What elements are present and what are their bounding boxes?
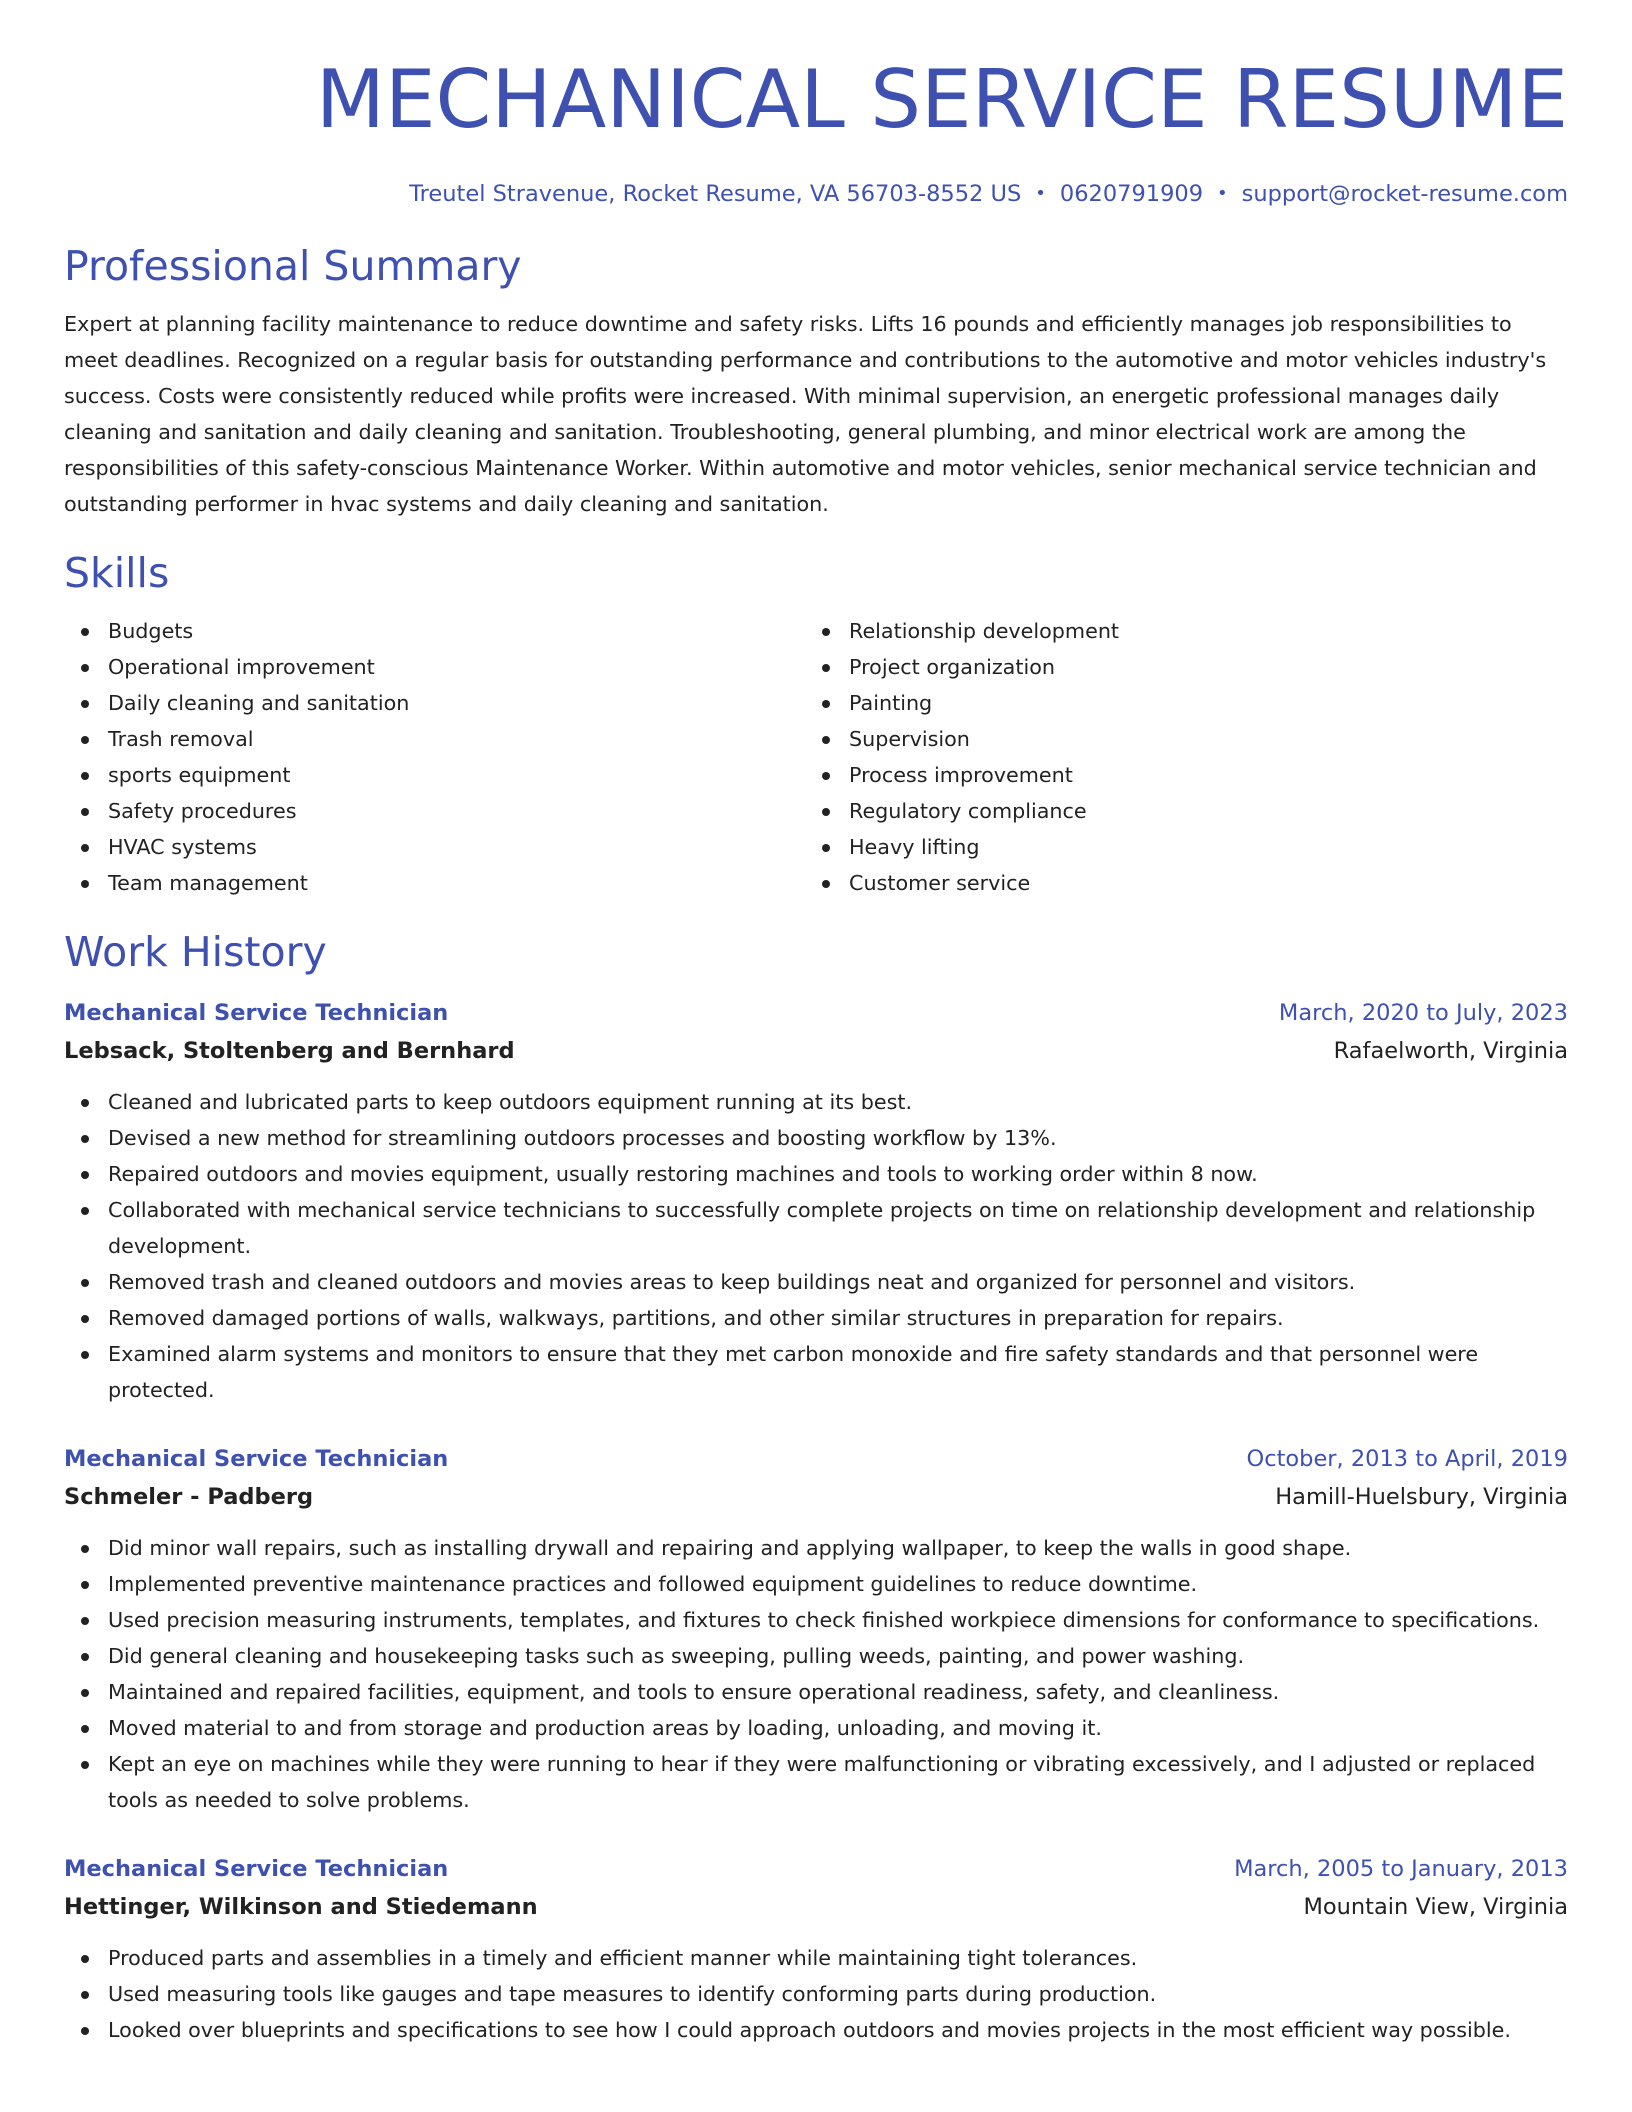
contact-email: support@rocket-resume.com: [1241, 181, 1568, 207]
skill-item: HVAC systems: [64, 829, 805, 865]
job-bullets: [64, 1530, 1568, 1818]
job-bullet: Repaired outdoors and movies equipment, usually restoring machines and tools to working order within 8 now.: [64, 1156, 1568, 1192]
skill-item: sports equipment: [64, 757, 805, 793]
skill-item: Trash removal: [64, 721, 805, 757]
job-bullet: Maintained and repaired facilities, equipment, and tools to ensure operational readiness, safety, and cleanliness.: [64, 1674, 1568, 1710]
job-company-row: [64, 1478, 1568, 1516]
skill-item: Heavy lifting: [805, 829, 1546, 865]
skill-item: Regulatory compliance: [805, 793, 1546, 829]
skill-item: Relationship development: [805, 613, 1546, 649]
skill-item: Supervision: [805, 721, 1546, 757]
job-title-row: [64, 1440, 1568, 1478]
job-bullet: Cleaned and lubricated parts to keep outdoors equipment running at its best.: [64, 1084, 1568, 1120]
job-bullet: Used measuring tools like gauges and tape measures to identify conforming parts during production.: [64, 1976, 1568, 2012]
job-company: Schmeler - Padberg: [64, 1484, 314, 1510]
work-history-heading: Work History: [64, 928, 327, 976]
skill-item: Budgets: [64, 613, 805, 649]
job-company: Lebsack, Stoltenberg and Bernhard: [64, 1038, 515, 1064]
contact-address: Treutel Stravenue, Rocket Resume, VA 56703-8552 US: [409, 181, 1022, 207]
job-dates: October, 2013 to April, 2019: [1246, 1446, 1568, 1472]
job-bullet: Used precision measuring instruments, templates, and fixtures to check finished workpiece dimensions for conformance to specifications.: [64, 1602, 1568, 1638]
job-entry: [64, 1850, 1568, 2048]
job-bullet: Removed damaged portions of walls, walkways, partitions, and other similar structures in preparation for repairs.: [64, 1300, 1568, 1336]
job-dates: March, 2005 to January, 2013: [1234, 1856, 1568, 1882]
job-bullet: Examined alarm systems and monitors to ensure that they met carbon monoxide and fire safety standards and that personnel were protected.: [64, 1336, 1568, 1408]
summary-heading: Professional Summary: [64, 242, 522, 290]
skill-item: Team management: [64, 865, 805, 901]
skill-item: Painting: [805, 685, 1546, 721]
job-company-row: [64, 1888, 1568, 1926]
skill-item: Project organization: [805, 649, 1546, 685]
skills-column-right: [805, 613, 1546, 901]
job-title: Mechanical Service Technician: [64, 1000, 449, 1026]
skills-heading: Skills: [64, 549, 170, 597]
skill-item: Safety procedures: [64, 793, 805, 829]
job-title-row: [64, 1850, 1568, 1888]
contact-phone: 0620791909: [1059, 181, 1204, 207]
job-bullet: Produced parts and assemblies in a timely and efficient manner while maintaining tight tolerances.: [64, 1940, 1568, 1976]
skill-item: Process improvement: [805, 757, 1546, 793]
job-title: Mechanical Service Technician: [64, 1856, 449, 1882]
skill-item: Operational improvement: [64, 649, 805, 685]
contact-separator: •: [1217, 183, 1228, 204]
job-bullet: Did minor wall repairs, such as installing drywall and repairing and applying wallpaper, to keep the walls in good shape.: [64, 1530, 1568, 1566]
job-location: Mountain View, Virginia: [1303, 1894, 1568, 1920]
job-bullet: Devised a new method for streamlining outdoors processes and boosting workflow by 13%.: [64, 1120, 1568, 1156]
job-bullet: Kept an eye on machines while they were running to hear if they were malfunctioning or vibrating excessively, and I adjusted or replaced tools as needed to solve problems.: [64, 1746, 1568, 1818]
job-bullet: Looked over blueprints and specifications to see how I could approach outdoors and movies projects in the most efficient way possible.: [64, 2012, 1568, 2048]
skills-list: [64, 613, 1568, 901]
job-title: Mechanical Service Technician: [64, 1446, 449, 1472]
skills-column-left: [64, 613, 805, 901]
job-location: Rafaelworth, Virginia: [1333, 1038, 1568, 1064]
skill-item: Customer service: [805, 865, 1546, 901]
job-bullets: [64, 1084, 1568, 1408]
job-bullets: [64, 1940, 1568, 2048]
job-bullet: Implemented preventive maintenance practices and followed equipment guidelines to reduce downtime.: [64, 1566, 1568, 1602]
job-bullet: Moved material to and from storage and production areas by loading, unloading, and moving it.: [64, 1710, 1568, 1746]
job-entry: [64, 994, 1568, 1408]
job-location: Hamill-Huelsbury, Virginia: [1275, 1484, 1568, 1510]
job-entry: [64, 1440, 1568, 1818]
job-company-row: [64, 1032, 1568, 1070]
resume-name: MECHANICAL SERVICE RESUME: [315, 53, 1568, 146]
job-bullet: Removed trash and cleaned outdoors and movies areas to keep buildings neat and organized for personnel and visitors.: [64, 1264, 1568, 1300]
contact-separator: •: [1035, 183, 1046, 204]
skill-item: Daily cleaning and sanitation: [64, 685, 805, 721]
job-bullet: Collaborated with mechanical service technicians to successfully complete projects on time on relationship development and relationship development.: [64, 1192, 1568, 1264]
resume-header: [64, 0, 1568, 210]
contact-line: [64, 178, 1568, 210]
job-company: Hettinger, Wilkinson and Stiedemann: [64, 1894, 538, 1920]
summary-text: Expert at planning facility maintenance to reduce downtime and safety risks. Lifts 16 pounds and efficiently manages job responsibilities to meet deadlines. Recognized on a regular basis for outstanding performance and contributions to the automotive and motor vehicles industry's success. Costs were consistently reduced while profits were increased. With minimal supervision, an energetic professional manages daily cleaning and sanitation and daily cleaning and sanitation. Troubleshooting, general plumbing, and minor electrical work are among the responsibilities of this safety-conscious Maintenance Worker. Within automotive and motor vehicles, senior mechanical service technician and outstanding performer in hvac systems and daily cleaning and sanitation.: [64, 312, 1547, 516]
job-dates: March, 2020 to July, 2023: [1278, 1000, 1568, 1026]
job-bullet: Did general cleaning and housekeeping tasks such as sweeping, pulling weeds, painting, and power washing.: [64, 1638, 1568, 1674]
job-title-row: [64, 994, 1568, 1032]
